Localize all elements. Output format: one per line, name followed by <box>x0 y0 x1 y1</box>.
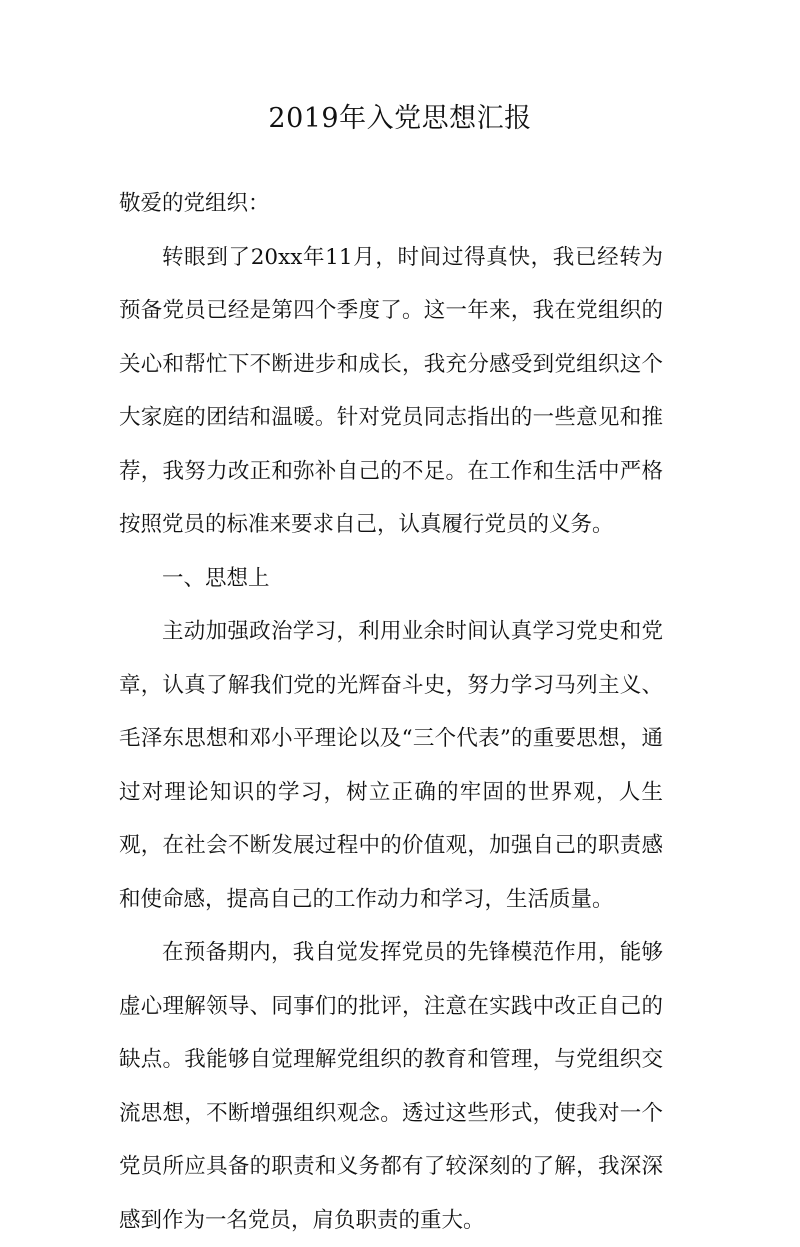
paragraph-probation-period: 在预备期内，我自觉发挥党员的先锋模范作用，能够虚心理解领导、同事们的批评，注意在实践中改正自己的缺点。我能够自觉理解党组织的教育和管理，与党组织交流思想，不断增强组织观念。透过这些形式，使我对一个党员所应具备的职责和义务都有了较深刻的了解，我深深感到作为一名党员，肩负职责的重大。 <box>119 940 663 1233</box>
paragraph-political-study: 主动加强政治学习，利用业余时间认真学习党史和党章，认真了解我们党的光辉奋斗史，努力学习马列主义、毛泽东思想和邓小平理论以及“三个代表”的重要思想，通过对理论知识的学习，树立正确的牢固的世界观，人生观，在社会不断发展过程中的价值观，加强自己的职责感和使命感，提高自己的工作动力和学习，生活质量。 <box>119 619 663 912</box>
document-title: 2019年入党思想汇报 <box>268 103 532 134</box>
document-body <box>119 177 663 1247</box>
section-heading-thought: 一、思想上 <box>162 565 270 591</box>
paragraph-intro: 转眼到了20xx年11月，时间过得真快，我已经转为预备党员已经是第四个季度了。这一年来，我在党组织的关心和帮忙下不断进步和成长，我充分感受到党组织这个大家庭的团结和温暖。针对党员同志指出的一些意见和推荐，我努力改正和弥补自己的不足。在工作和生活中严格按照党员的标准来要求自己，认真履行党员的义务。 <box>119 244 663 537</box>
salutation: 敬爱的党组织： <box>119 191 270 216</box>
